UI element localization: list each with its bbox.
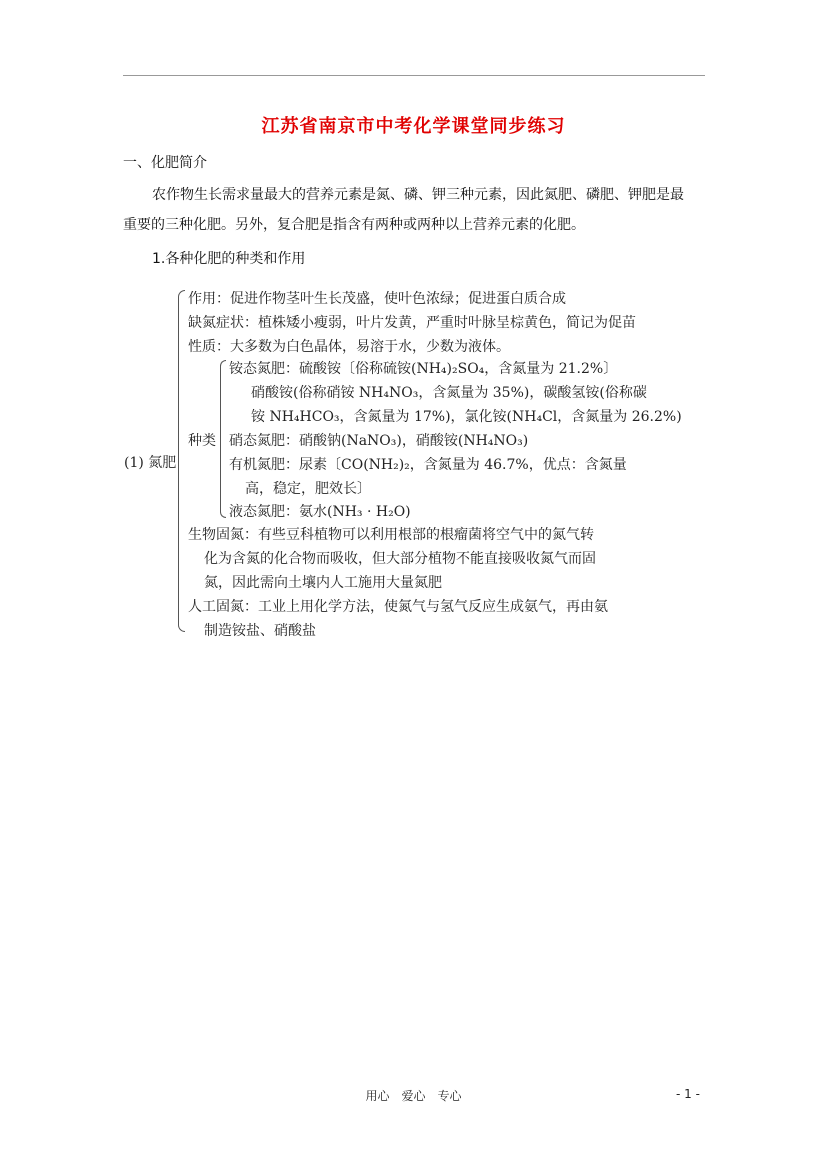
deficiency-line: 缺氮症状：植株矮小瘦弱，叶片发黄，严重时叶脉呈棕黄色，简记为促苗 xyxy=(188,315,636,331)
artificial-fixation-line-2: 制造铵盐、硝酸盐 xyxy=(204,623,316,639)
subsection-heading: 1.各种化肥的种类和作用 xyxy=(152,251,306,267)
ammonium-line-3: 铵 NH₄HCO₃，含氮量为 17%)，氯化铵(NH₄Cl，含氮量为 26.2%) xyxy=(251,409,682,425)
types-brace xyxy=(220,360,226,518)
paragraph-line-2: 重要的三种化肥。另外，复合肥是指含有两种或两种以上营养元素的化肥。 xyxy=(123,217,585,233)
types-label: 种类 xyxy=(188,433,216,449)
effect-line: 作用：促进作物茎叶生长茂盛，使叶色浓绿；促进蛋白质合成 xyxy=(188,291,566,307)
page-title: 江苏省南京市中考化学课堂同步练习 xyxy=(261,116,566,137)
outer-brace xyxy=(178,290,185,632)
ammonium-line-2: 硝酸铵(俗称硝铵 NH₄NO₃，含氮量为 35%)，碳酸氢铵(俗称碳 xyxy=(251,385,647,401)
ammonium-line-1: 铵态氮肥：硫酸铵〔俗称硫铵(NH₄)₂SO₄，含氮量为 21.2%〕 xyxy=(229,361,618,377)
liquid-line: 液态氮肥：氨水(NH₃ · H₂O) xyxy=(229,504,411,520)
nitrate-line: 硝态氮肥：硝酸钠(NaNO₃)，硝酸铵(NH₄NO₃) xyxy=(229,433,529,449)
bio-fixation-line-1: 生物固氮：有些豆科植物可以利用根部的根瘤菌将空气中的氮气转 xyxy=(188,527,594,543)
footer-motto: 用心 爱心 专心 xyxy=(365,1089,462,1103)
page-number: - 1 - xyxy=(676,1087,700,1101)
artificial-fixation-line-1: 人工固氮：工业上用化学方法，使氮气与氢气反应生成氨气，再由氨 xyxy=(188,599,608,615)
bio-fixation-line-2: 化为含氮的化合物而吸收，但大部分植物不能直接吸收氮气而固 xyxy=(204,551,596,567)
organic-line-2: 高，稳定，肥效长〕 xyxy=(245,481,371,497)
bio-fixation-line-3: 氮，因此需向土壤内人工施用大量氮肥 xyxy=(204,575,442,591)
paragraph-line-1: 农作物生长需求量最大的营养元素是氮、磷、钾三种元素，因此氮肥、磷肥、钾肥是最 xyxy=(152,187,684,203)
section-heading: 一、化肥简介 xyxy=(123,155,207,171)
diagram-root-label: (1) 氮肥 xyxy=(124,455,177,471)
organic-line-1: 有机氮肥：尿素〔CO(NH₂)₂，含氮量为 46.7%，优点：含氮量 xyxy=(229,457,627,473)
property-line: 性质：大多数为白色晶体，易溶于水，少数为液体。 xyxy=(188,339,510,355)
